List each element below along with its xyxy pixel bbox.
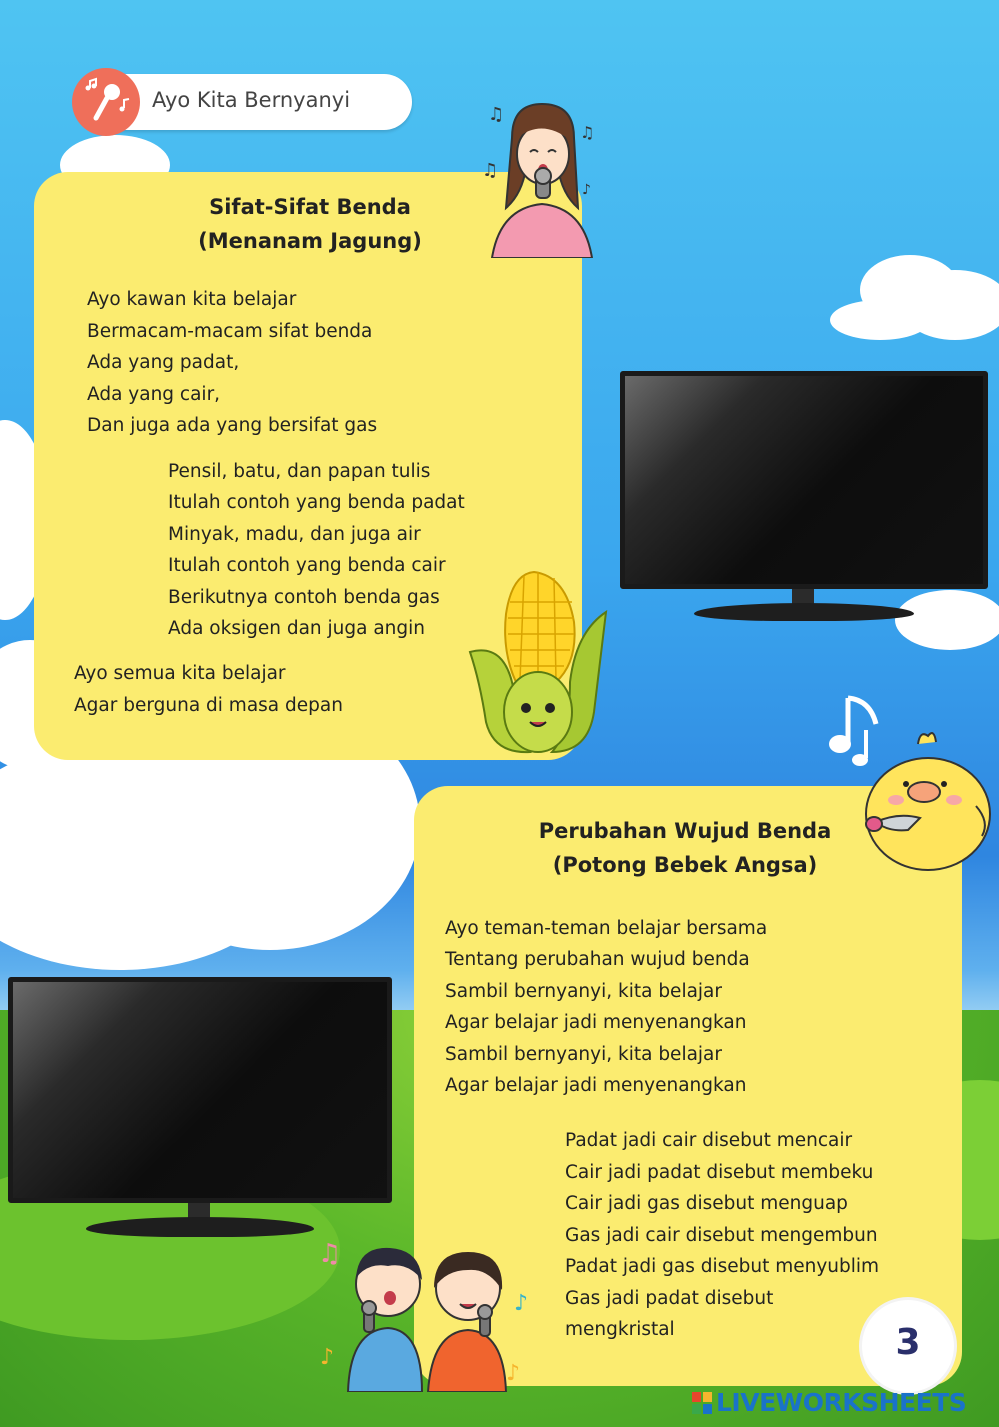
lyric-line: Pensil, batu, dan papan tulis [168, 461, 431, 482]
liveworksheets-brand[interactable]: LIVEWORKSHEETS [716, 1388, 967, 1417]
monitor-screen [620, 371, 988, 589]
svg-text:♫: ♫ [488, 104, 505, 125]
lyric-line: Sambil bernyanyi, kita belajar [445, 981, 723, 1002]
duck-character-illustration [858, 726, 996, 874]
song1-title [150, 190, 470, 258]
song2-title-line2: (Potong Bebek Angsa) [552, 853, 818, 877]
lyric-line: Itulah contoh yang benda cair [168, 555, 446, 576]
page-number: 3 [895, 1322, 921, 1363]
svg-text:♪: ♪ [506, 1361, 521, 1386]
song1-title-line2: (Menanam Jagung) [198, 229, 422, 253]
monitor-image [620, 371, 988, 627]
svg-text:♪: ♪ [582, 182, 591, 198]
lyric-line: Padat jadi gas disebut menyublim [565, 1256, 880, 1277]
lyric-line: Padat jadi cair disebut mencair [565, 1130, 853, 1151]
lyric-line: mengkristal [565, 1319, 675, 1340]
lyric-line: Cair jadi padat disebut membeku [565, 1162, 874, 1183]
lyric-line: Berikutnya contoh benda gas [168, 587, 440, 608]
svg-text:♪: ♪ [514, 1291, 529, 1316]
song2-title-line1: Perubahan Wujud Benda [538, 819, 832, 843]
microphone-music-icon [72, 68, 140, 136]
corn-character-illustration [466, 562, 611, 762]
monitor-base [86, 1217, 314, 1237]
lyric-line: Minyak, madu, dan juga air [168, 524, 421, 545]
header-title: Ayo Kita Bernyanyi [152, 88, 351, 112]
svg-text:♪: ♪ [320, 1345, 335, 1370]
svg-text:♫: ♫ [482, 160, 499, 181]
lyric-line: Bermacam-macam sifat benda [87, 321, 373, 342]
lyric-line: Ada oksigen dan juga angin [168, 618, 426, 639]
liveworksheets-logo-icon [692, 1392, 712, 1414]
lyric-line: Agar belajar jadi menyenangkan [445, 1075, 747, 1096]
lyric-line: Tentang perubahan wujud benda [445, 949, 750, 970]
singing-kids-illustration [318, 1232, 538, 1392]
lyric-line: Dan juga ada yang bersifat gas [87, 415, 378, 436]
lyric-line: Ada yang padat, [87, 352, 240, 373]
song1-title-line1: Sifat-Sifat Benda [209, 195, 411, 219]
lyric-line: Sambil bernyanyi, kita belajar [445, 1044, 723, 1065]
lyric-line: Itulah contoh yang benda padat [168, 492, 465, 513]
lyric-line: Agar berguna di masa depan [74, 695, 343, 716]
singing-girl-illustration [482, 98, 602, 258]
lyric-line: Ayo kawan kita belajar [87, 289, 297, 310]
cloud [830, 300, 930, 340]
lyric-line: Gas jadi padat disebut [565, 1288, 774, 1309]
lyric-line: Ada yang cair, [87, 384, 221, 405]
svg-text:♫: ♫ [580, 123, 595, 142]
monitor-image [8, 977, 392, 1243]
lyric-line: Gas jadi cair disebut mengembun [565, 1225, 878, 1246]
monitor-screen [8, 977, 392, 1203]
lyric-line: Ayo teman-teman belajar bersama [445, 918, 768, 939]
lyric-line: Agar belajar jadi menyenangkan [445, 1012, 747, 1033]
svg-text:♫: ♫ [318, 1239, 342, 1269]
lyric-line: Ayo semua kita belajar [74, 663, 286, 684]
lyric-line: Cair jadi gas disebut menguap [565, 1193, 848, 1214]
song2-title [520, 814, 850, 882]
monitor-base [694, 603, 914, 621]
